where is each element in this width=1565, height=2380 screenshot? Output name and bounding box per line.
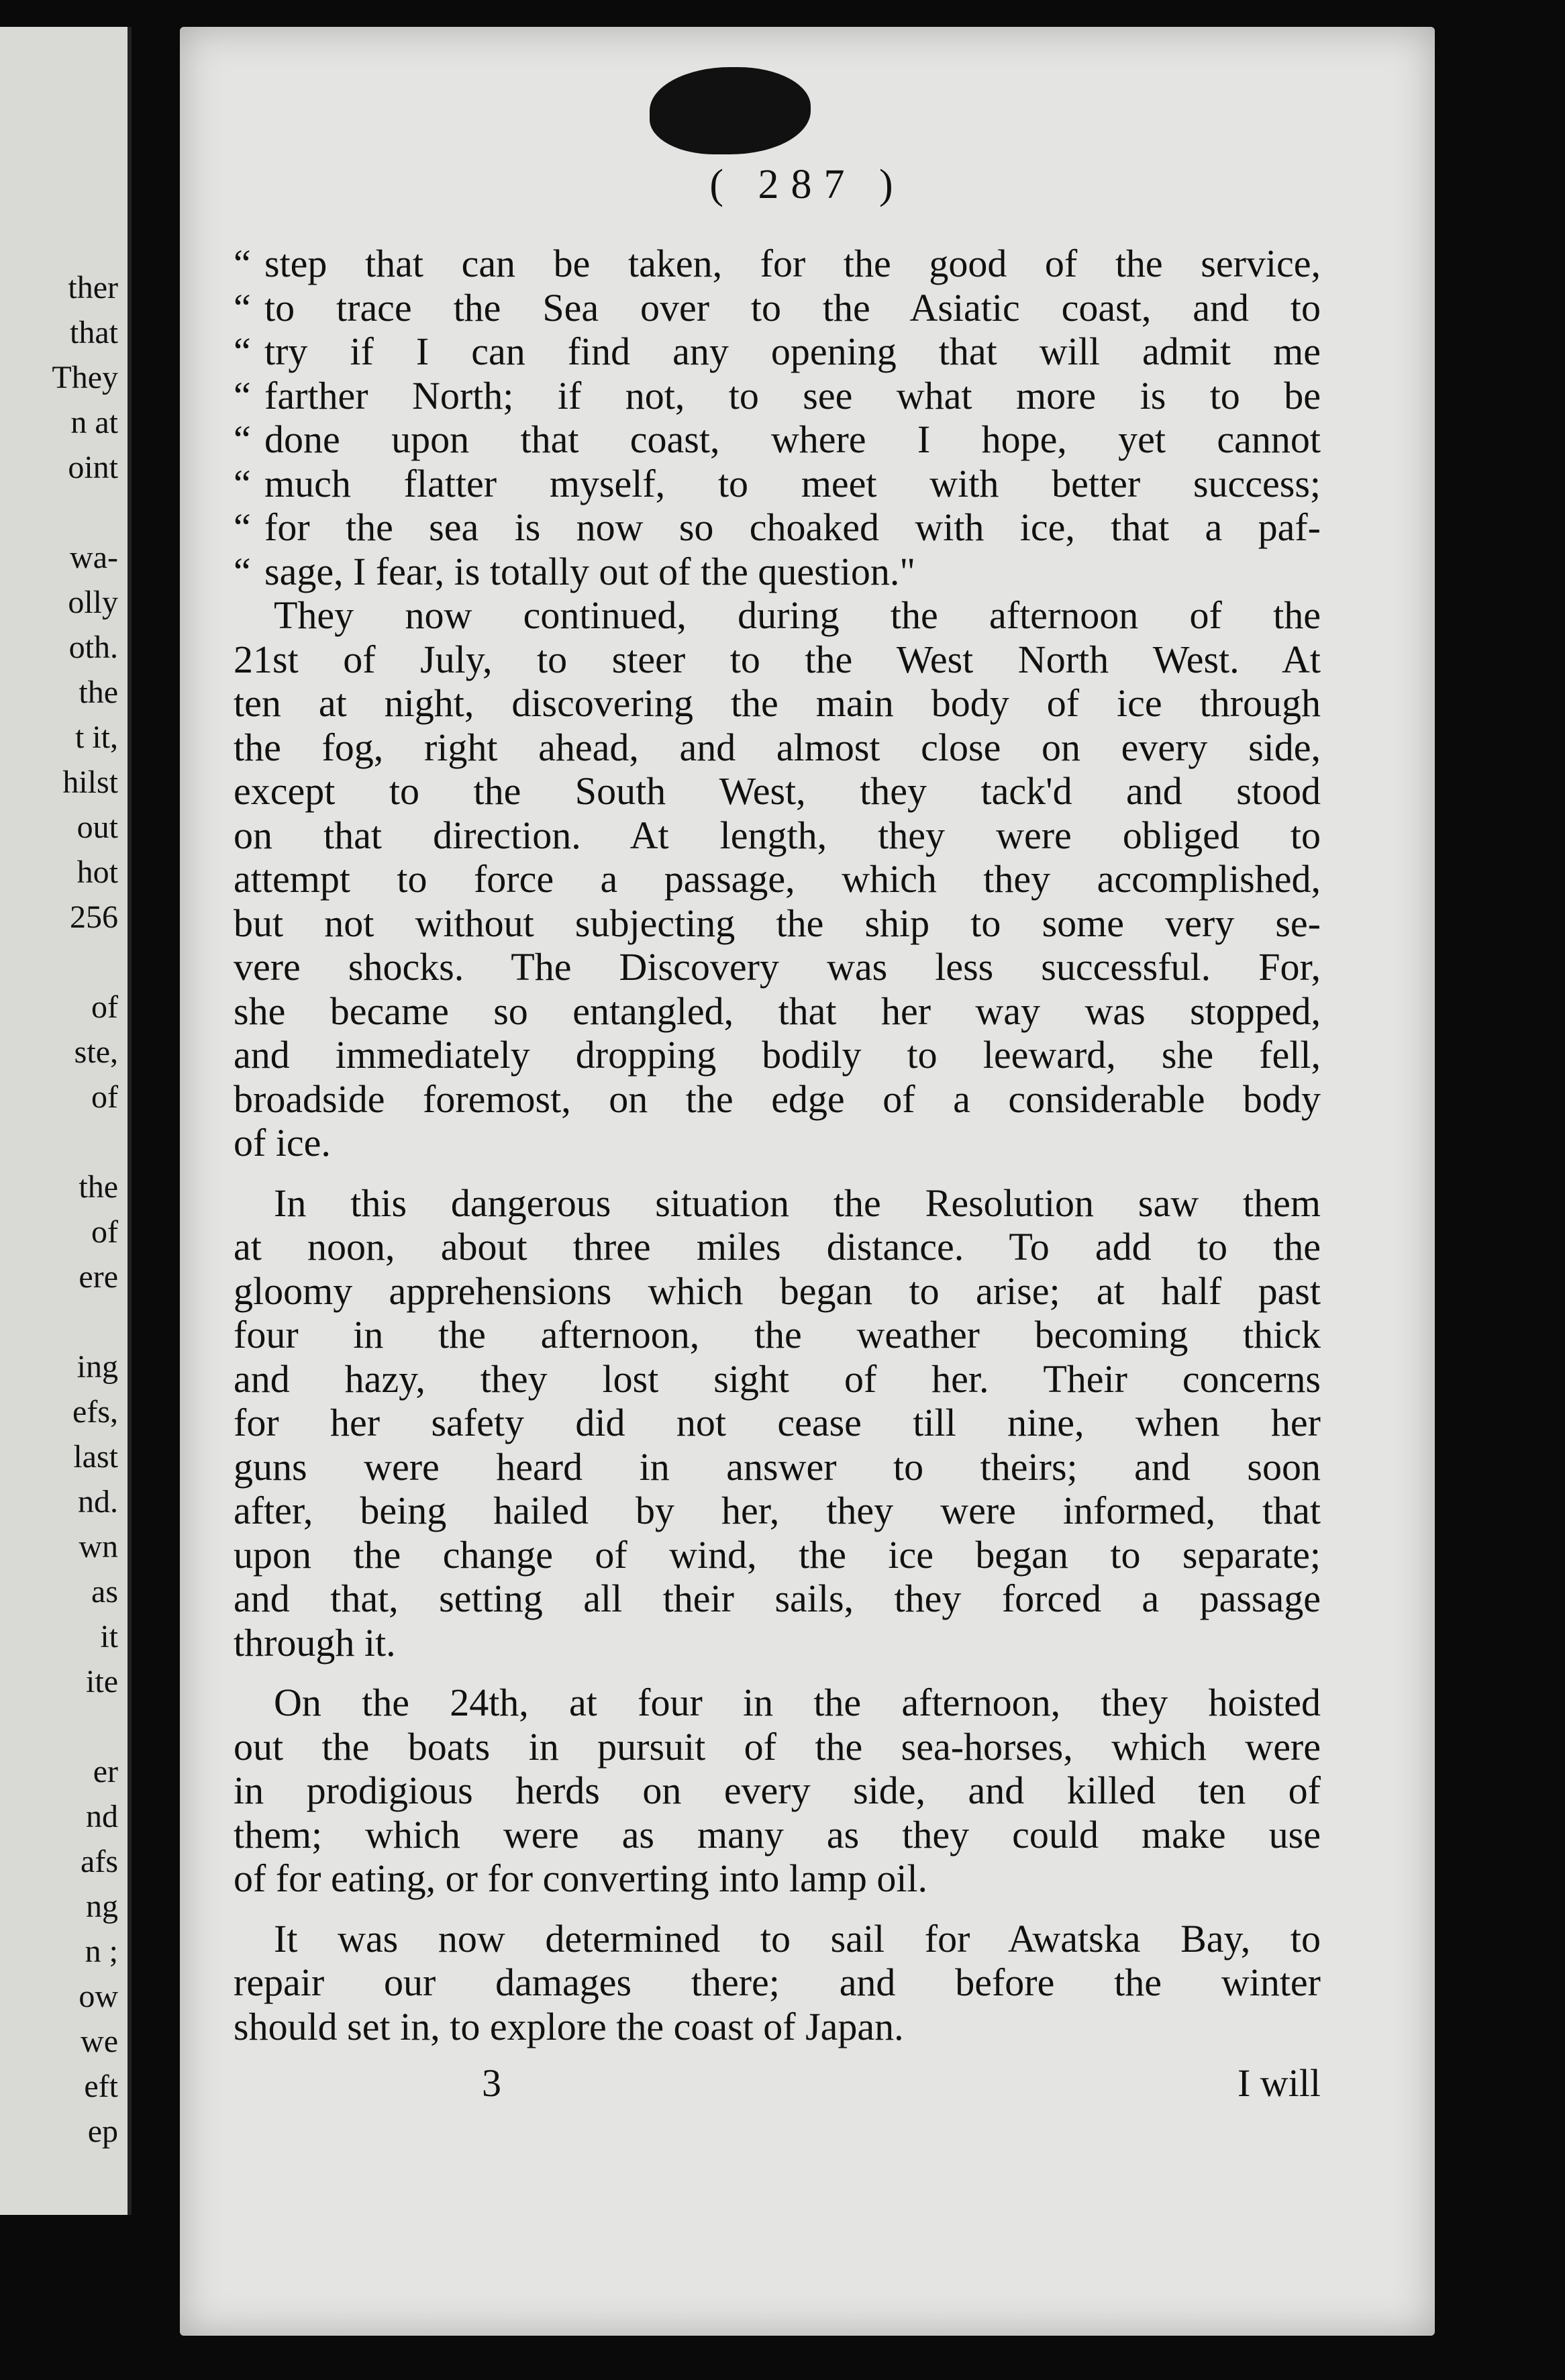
facing-page-fragment	[0, 1704, 118, 1749]
facing-page-fragment: as	[91, 1574, 118, 1609]
facing-page-fragment: ere	[79, 1259, 118, 1295]
facing-page-fragment: n ;	[85, 1934, 118, 1969]
paragraph-gap	[234, 1665, 1321, 1681]
facing-page-fragment: the	[79, 675, 118, 710]
text-line: after, being hailed by her, they were informed, that	[234, 1489, 1321, 1532]
facing-page-fragment: oint	[68, 450, 118, 485]
facing-page-fragment: 256	[70, 899, 118, 935]
facing-page-fragment: eft	[84, 2069, 118, 2104]
quote-line-text: farther North; if not, to see what more is to be	[264, 373, 1321, 417]
facing-page-fragment: the	[79, 1169, 118, 1205]
text-line: repair our damages there; and before the winter	[234, 1961, 1321, 2004]
facing-page-fragment: t it,	[74, 720, 118, 755]
catchword: I will	[1237, 2061, 1321, 2105]
facing-page-fragment: it	[100, 1619, 118, 1654]
facing-page-fragment: that	[70, 315, 118, 350]
text-line: guns were heard in answer to theirs; and soon	[234, 1444, 1321, 1489]
text-line: and that, setting all their sails, they forced a passage	[234, 1577, 1321, 1620]
text-line: In this dangerous situation the Resolution saw them	[274, 1181, 1321, 1225]
page-footer	[234, 2061, 1321, 2105]
facing-page-fragment: nd	[86, 1799, 118, 1834]
text-line: but not without subjecting the ship to some very se-	[234, 901, 1321, 945]
text-line: On the 24th, at four in the afternoon, they hoisted	[274, 1681, 1321, 1724]
quote-line	[234, 505, 1321, 550]
facing-page-edge	[0, 27, 132, 2215]
text-line: except to the South West, they tack'd and stood	[234, 769, 1321, 813]
facing-page-fragment: ing	[77, 1349, 118, 1385]
text-line: at noon, about three miles distance. To add to the	[234, 1225, 1321, 1269]
quote-line	[234, 462, 1321, 506]
text-line: through it.	[234, 1620, 396, 1665]
quote-line-text: to trace the Sea over to the Asiatic coast, and to	[264, 285, 1321, 330]
facing-page-fragment: n at	[70, 405, 118, 440]
quote-line-text: try if I can find any opening that will admit me	[264, 330, 1321, 373]
text-line: It was now determined to sail for Awatska Bay, to	[274, 1916, 1321, 1961]
facing-page-fragment: of	[91, 1079, 118, 1115]
text-line: gloomy apprehensions which began to arise; at half past	[234, 1269, 1321, 1313]
quote-mark: “	[234, 285, 251, 330]
book-page	[180, 27, 1435, 2336]
paragraph-gap	[234, 1901, 1321, 1917]
facing-page-fragment: of	[91, 1214, 118, 1250]
ink-blot	[650, 67, 811, 154]
facing-page-fragment: ep	[87, 2114, 118, 2149]
quote-line	[234, 550, 1321, 594]
quote-line	[234, 330, 1321, 374]
text-line: out the boats in pursuit of the sea-horses, which were	[234, 1724, 1321, 1769]
facing-page-fragment: of	[91, 989, 118, 1025]
text-line: on that direction. At length, they were obliged to	[234, 813, 1321, 857]
facing-page-fragment: afs	[81, 1844, 118, 1879]
paragraph-gap	[234, 1165, 1321, 1181]
text-line: 21st of July, to steer to the West North West. At	[234, 637, 1321, 681]
facing-page-fragment: ng	[86, 1889, 118, 1924]
text-line: vere shocks. The Discovery was less successful. For,	[234, 945, 1321, 989]
text-line: for her safety did not cease till nine, when her	[234, 1401, 1321, 1444]
quote-mark: “	[234, 505, 251, 549]
facing-page-fragment: wa-	[70, 540, 118, 575]
quote-line-text: for the sea is now so choaked with ice, that a paf-	[264, 505, 1321, 549]
text-line: she became so entangled, that her way was stopped,	[234, 989, 1321, 1033]
quote-mark: “	[234, 417, 251, 461]
signature-mark: 3	[482, 2061, 501, 2105]
text-line: and hazy, they lost sight of her. Their concerns	[234, 1356, 1321, 1401]
facing-page-fragment: last	[73, 1439, 118, 1475]
facing-page-fragment: ther	[68, 270, 118, 305]
facing-page-fragment: wn	[79, 1529, 118, 1565]
facing-page-fragment: They	[52, 360, 118, 395]
quote-line-text: sage, I fear, is totally out of the question."	[264, 549, 916, 593]
text-line: of for eating, or for converting into lamp oil.	[234, 1856, 928, 1900]
text-line: the fog, right ahead, and almost close on every side,	[234, 725, 1321, 769]
facing-page-fragment: hilst	[62, 764, 118, 800]
text-line: in prodigious herds on every side, and killed ten of	[234, 1769, 1321, 1812]
text-line: should set in, to explore the coast of Japan.	[234, 2004, 904, 2048]
text-line: of ice.	[234, 1121, 331, 1164]
text-line: them; which were as many as they could make use	[234, 1812, 1321, 1856]
quote-line	[234, 242, 1321, 286]
facing-page-fragment: efs,	[72, 1394, 118, 1430]
facing-page-fragment: olly	[68, 585, 118, 620]
facing-page-fragment: we	[81, 2024, 118, 2059]
facing-page-fragment	[0, 1299, 118, 1344]
quote-line-text: done upon that coast, where I hope, yet cannot	[264, 417, 1321, 461]
text-line: four in the afternoon, the weather becoming thick	[234, 1313, 1321, 1356]
page-number: ( 287 )	[709, 162, 905, 207]
text-line: and immediately dropping bodily to leeward, she fell,	[234, 1033, 1321, 1077]
facing-page-fragment: hot	[77, 854, 118, 890]
facing-page-fragment	[0, 1120, 118, 1164]
facing-page-text-fragments	[0, 265, 128, 2154]
text-line: attempt to force a passage, which they accomplished,	[234, 857, 1321, 901]
quote-line	[234, 417, 1321, 462]
text-line: broadside foremost, on the edge of a considerable body	[234, 1077, 1321, 1121]
quote-mark: “	[234, 549, 251, 593]
quote-line-text: much flatter myself, to meet with better success;	[264, 461, 1321, 505]
facing-page-fragment: oth.	[68, 630, 118, 665]
quote-line	[234, 374, 1321, 418]
text-line: They now continued, during the afternoon of the	[274, 593, 1321, 637]
quote-mark: “	[234, 242, 251, 285]
facing-page-fragment: out	[77, 809, 118, 845]
facing-page-fragment: nd.	[78, 1484, 118, 1520]
text-line: ten at night, discovering the main body of ice through	[234, 681, 1321, 725]
quote-line	[234, 286, 1321, 330]
facing-page-fragment: er	[93, 1754, 118, 1789]
facing-page-fragment	[0, 490, 118, 535]
facing-page-fragment	[0, 940, 118, 985]
quote-mark: “	[234, 330, 251, 373]
facing-page-fragment: ite	[86, 1664, 118, 1699]
page-body-text	[234, 242, 1321, 2048]
quote-line-text: step that can be taken, for the good of the service,	[264, 242, 1321, 285]
text-line: upon the change of wind, the ice began to separate;	[234, 1532, 1321, 1577]
facing-page-fragment: ste,	[74, 1034, 118, 1070]
facing-page-fragment: ow	[79, 1979, 118, 2014]
quote-mark: “	[234, 373, 251, 417]
quote-mark: “	[234, 461, 251, 505]
